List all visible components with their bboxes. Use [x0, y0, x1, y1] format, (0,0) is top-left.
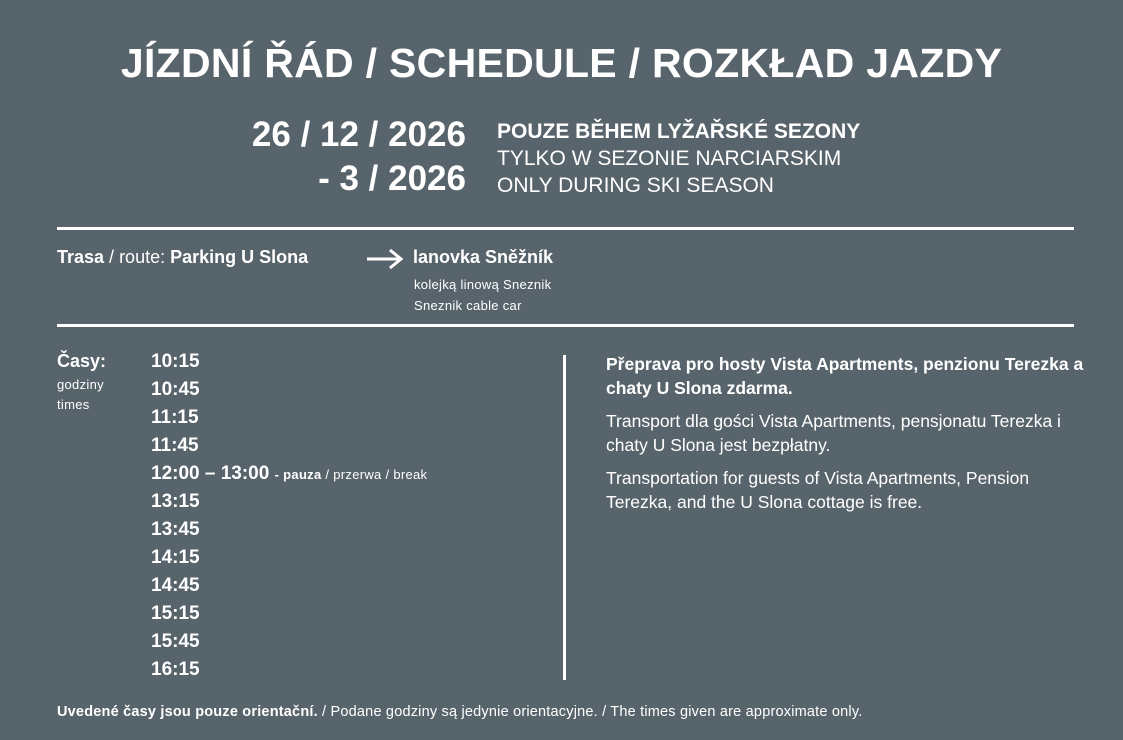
info-pl: Transport dla gości Vista Apartments, pensjonatu Terezka i chaty U Slona jest bezpłatny. — [606, 411, 1061, 455]
info-cz: Přeprava pro hosty Vista Apartments, penzionu Terezka a chaty U Slona zdarma. — [606, 354, 1084, 398]
time-entry: 10:45 — [151, 379, 200, 400]
break-note — [275, 467, 428, 482]
route-destination-translations — [414, 274, 551, 316]
time-entry: 11:45 — [151, 435, 199, 456]
time-entry: 13:15 — [151, 491, 200, 512]
page-title: JÍZDNÍ ŘÁD / SCHEDULE / ROZKŁAD JAZDY — [120, 40, 1003, 86]
time-entry: 15:15 — [151, 603, 200, 624]
route-line — [57, 247, 308, 268]
break-time-range: 12:00 – 13:00 — [151, 463, 270, 484]
season-note-en: ONLY DURING SKI SEASON — [497, 174, 774, 197]
info-block — [606, 352, 1086, 523]
route-label-cz: Trasa — [57, 247, 105, 267]
info-en: Transportation for guests of Vista Apartments, Pension Terezka, and the U Slona cottage is free. — [606, 468, 1030, 512]
time-entry: 14:45 — [151, 575, 200, 596]
vertical-divider — [563, 355, 566, 680]
times-label-en: times — [57, 397, 90, 412]
break-label-rest: / przerwa / break — [321, 467, 428, 482]
date-start: 26 / 12 / 2026 — [251, 115, 466, 154]
footer-note-cz: Uvedené časy jsou pouze orientační. — [57, 704, 318, 720]
divider-middle — [57, 324, 1074, 327]
times-label-pl: godziny — [57, 377, 104, 392]
break-dash: - — [274, 467, 280, 482]
times-label-cz: Časy: — [57, 351, 107, 371]
time-entry: 13:45 — [151, 519, 200, 540]
time-entry: 11:15 — [151, 407, 199, 428]
footer-note-rest: / Podane godziny są jedynie orientacyjne. / The times given are approximate only. — [317, 704, 863, 720]
season-note-cz: POUZE BĚHEM LYŽAŘSKÉ SEZONY — [497, 120, 861, 143]
route-origin: Parking U Slona — [170, 247, 309, 267]
divider-top — [57, 227, 1074, 230]
time-entry: 14:15 — [151, 547, 200, 568]
times-label — [57, 351, 106, 415]
season-note — [497, 118, 860, 199]
arrow-right-icon — [366, 248, 404, 270]
time-entry: 16:15 — [151, 659, 200, 680]
season-note-pl: TYLKO W SEZONIE NARCIARSKIM — [497, 147, 842, 170]
date-end: - 3 / 2026 — [318, 159, 466, 198]
route-destination: lanovka Sněžník — [413, 247, 554, 267]
time-entry: 10:15 — [151, 351, 200, 372]
date-range — [252, 113, 466, 201]
footer-note — [57, 704, 862, 720]
route-destination-en: Sneznik cable car — [414, 298, 522, 313]
route-label-en: route: — [119, 247, 166, 267]
times-list — [151, 351, 427, 687]
route-destination-pl: kolejką linową Sneznik — [414, 277, 552, 292]
break-label-cz: pauza — [283, 467, 322, 482]
route-separator: / — [104, 247, 120, 267]
time-entry-break — [151, 463, 427, 491]
time-entry: 15:45 — [151, 631, 200, 652]
